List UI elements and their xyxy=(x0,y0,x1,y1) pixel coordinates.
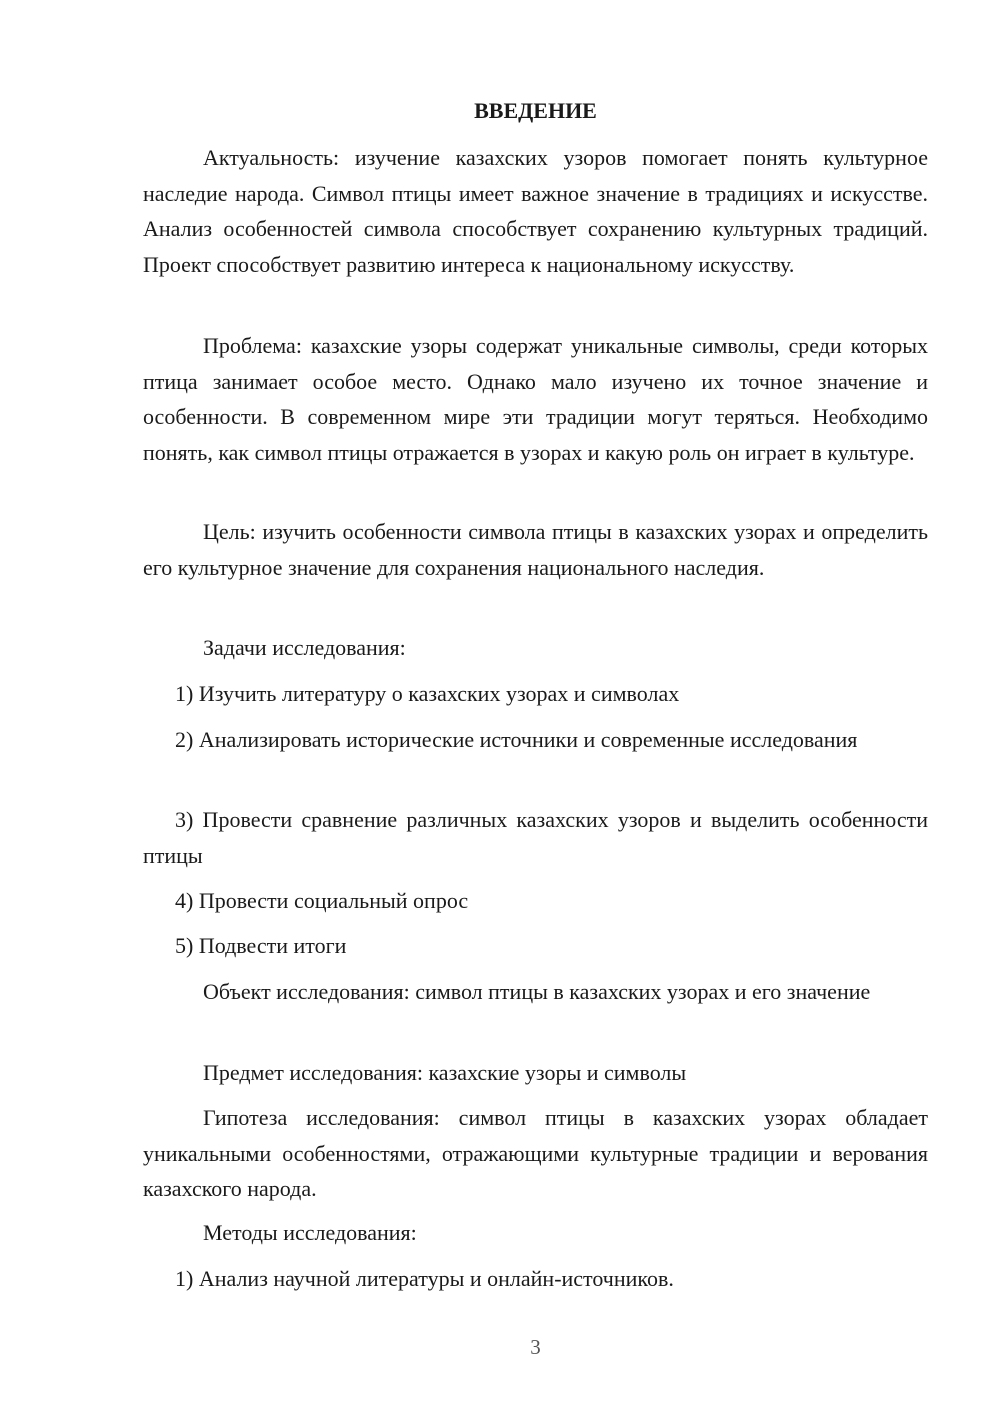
paragraph-problem: Проблема: казахские узоры содержат уникальные символы, среди которых птица занимает особое место. Однако мало изучено их точное значение и особенности. В современном мире эти традиции могут теряться. Необходимо понять, как символ птицы отражается в узорах и какую роль он играет в культуре. xyxy=(143,333,928,465)
paragraph-object: Объект исследования: символ птицы в казахских узорах и его значение xyxy=(203,979,871,1004)
paragraph-subject: Предмет исследования: казахские узоры и символы xyxy=(203,1060,687,1085)
page-title: ВВЕДЕНИЕ xyxy=(474,98,597,123)
paragraph-hypothesis: Гипотеза исследования: символ птицы в казахских узорах обладает уникальными особенностями, отражающими культурные традиции и верования казахского народа. xyxy=(143,1105,928,1201)
paragraph-goal: Цель: изучить особенности символа птицы в казахских узорах и определить его культурное значение для сохранения национального наследия. xyxy=(143,519,928,580)
task-item-5: 5) Подвести итоги xyxy=(175,933,347,958)
page-number: 3 xyxy=(530,1335,541,1359)
task-item-2: 2) Анализировать исторические источники и современные исследования xyxy=(175,727,858,752)
task-item-1: 1) Изучить литературу о казахских узорах и символах xyxy=(175,681,680,706)
method-item-1: 1) Анализ научной литературы и онлайн-источников. xyxy=(175,1266,674,1291)
task-item-3: 3) Провести сравнение различных казахских узоров и выделить особенности птицы xyxy=(143,807,928,868)
paragraph-relevance: Актуальность: изучение казахских узоров помогает понять культурное наследие народа. Символ птицы имеет важное значение в традициях и искусстве. Анализ особенностей символа способствует сохранению культурных традиций. Проект способствует развитию интереса к национальному искусству. xyxy=(143,145,928,277)
methods-title: Методы исследования: xyxy=(203,1220,417,1245)
tasks-title: Задачи исследования: xyxy=(203,635,406,660)
task-item-4: 4) Провести социальный опрос xyxy=(175,888,469,913)
